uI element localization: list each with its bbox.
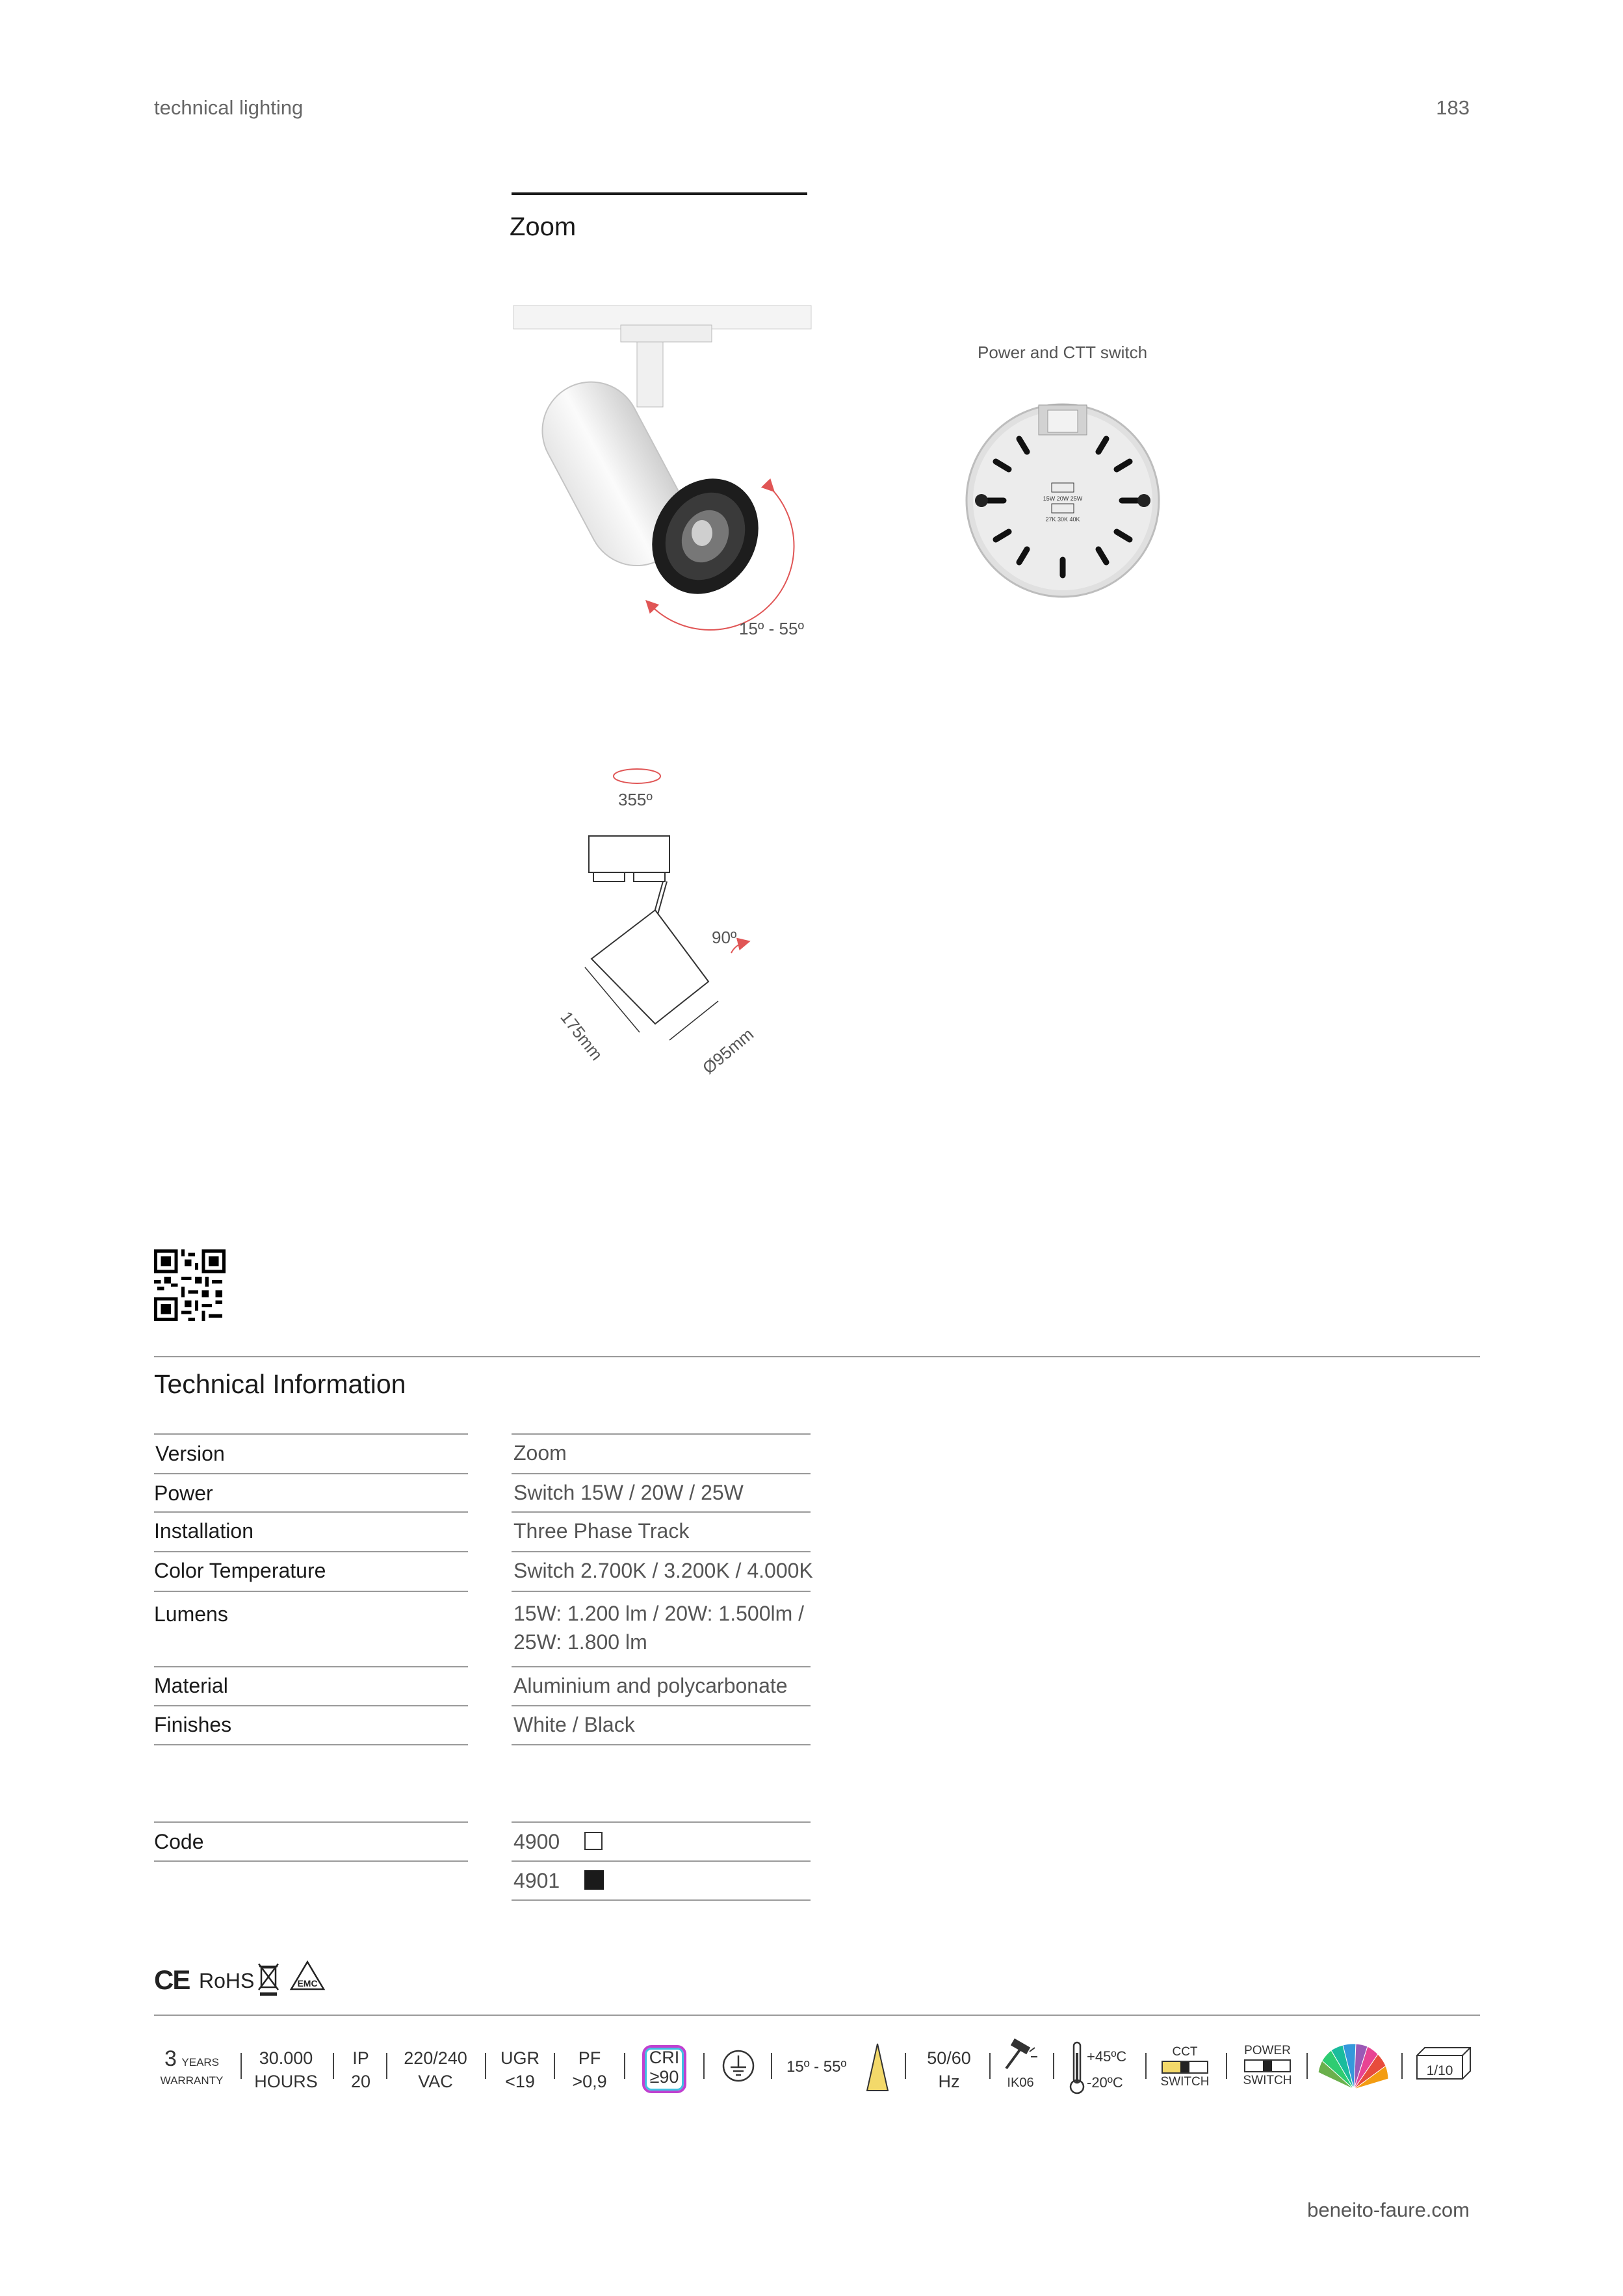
emc-icon bbox=[290, 1961, 325, 1992]
length-caption: 175mm bbox=[556, 1008, 607, 1064]
product-image bbox=[507, 299, 819, 637]
emc-text: EMC bbox=[297, 1978, 318, 1989]
section-title: technical lighting bbox=[154, 96, 304, 119]
diameter-caption: Ø95mm bbox=[699, 1024, 758, 1078]
separator bbox=[1053, 2053, 1054, 2079]
label-rule bbox=[154, 1591, 468, 1592]
section-divider bbox=[154, 1356, 1480, 1357]
temperature-max: +45ºC bbox=[1087, 2048, 1127, 2065]
label-rule bbox=[154, 1744, 468, 1745]
warranty-icon bbox=[156, 2048, 227, 2088]
value-rule bbox=[512, 1433, 811, 1435]
cri-value: ≥90 bbox=[649, 2067, 679, 2087]
separator bbox=[989, 2053, 991, 2079]
spec-value-lumens: 15W: 1.200 lm / 20W: 1.500lm / bbox=[513, 1602, 805, 1625]
spec-label-finishes: Finishes bbox=[154, 1713, 232, 1736]
value-rule bbox=[512, 1744, 811, 1745]
ugr-value: <19 bbox=[505, 2072, 535, 2091]
separator bbox=[240, 2053, 242, 2079]
separator bbox=[554, 2053, 555, 2079]
cct-toggle bbox=[1162, 2061, 1208, 2074]
qr-code bbox=[154, 1249, 226, 1321]
separator bbox=[1306, 2053, 1308, 2079]
icon-strip-rule bbox=[154, 2015, 1480, 2016]
power-switch-icon bbox=[1235, 2044, 1300, 2088]
spec-label-material: Material bbox=[154, 1674, 228, 1697]
ce-mark: CE bbox=[154, 1964, 190, 1995]
cct-switch-sub: SWITCH bbox=[1160, 2075, 1210, 2089]
separator bbox=[386, 2053, 387, 2079]
ugr-label: UGR bbox=[500, 2048, 539, 2068]
value-rule bbox=[512, 1511, 811, 1513]
white-finish-swatch bbox=[584, 1832, 603, 1850]
warranty-label: WARRANTY bbox=[160, 2074, 224, 2087]
voltage-value: 220/240 bbox=[404, 2048, 467, 2068]
cri-icon bbox=[642, 2045, 686, 2093]
separator bbox=[485, 2053, 486, 2079]
page-number: 183 bbox=[1436, 96, 1470, 119]
pf-value: >0,9 bbox=[572, 2072, 607, 2091]
pf-label: PF bbox=[578, 2048, 601, 2068]
color-rendering-fan-icon bbox=[1318, 2041, 1390, 2093]
temperature-range bbox=[1087, 2045, 1132, 2094]
label-rule bbox=[154, 1666, 468, 1667]
frequency-value: 50/60 bbox=[927, 2048, 971, 2068]
cct-switch-label: CCT bbox=[1172, 2045, 1198, 2059]
cct-switch-icon bbox=[1156, 2045, 1214, 2089]
black-finish-swatch bbox=[584, 1870, 604, 1890]
tilt-caption: 90º bbox=[712, 928, 737, 947]
power-switch-label: POWER bbox=[1244, 2044, 1291, 2057]
label-rule bbox=[154, 1821, 468, 1823]
ip-value: 20 bbox=[350, 2072, 371, 2091]
title-rule bbox=[512, 192, 807, 195]
spec-label-color-temperature: Color Temperature bbox=[154, 1559, 326, 1582]
rotation-caption: 355º bbox=[618, 790, 653, 809]
spec-label-lumens: Lumens bbox=[154, 1602, 228, 1626]
power-toggle bbox=[1244, 2059, 1291, 2072]
separator bbox=[771, 2053, 772, 2079]
website-link[interactable]: beneito-faure.com bbox=[1307, 2198, 1470, 2221]
value-rule bbox=[512, 1551, 811, 1552]
power-switch-sub: SWITCH bbox=[1243, 2074, 1292, 2087]
spec-label-installation: Installation bbox=[154, 1519, 253, 1543]
value-rule bbox=[512, 1899, 811, 1901]
value-rule bbox=[512, 1860, 811, 1862]
switch-caption: Power and CTT switch bbox=[978, 343, 1148, 362]
separator bbox=[905, 2053, 906, 2079]
packaging-units: 1/10 bbox=[1426, 2063, 1453, 2078]
thermometer-icon bbox=[1069, 2040, 1085, 2094]
separator bbox=[333, 2053, 334, 2079]
cct-switch-label: 27K 30K 40K bbox=[1045, 516, 1080, 523]
label-rule bbox=[154, 1705, 468, 1706]
separator bbox=[1401, 2053, 1403, 2079]
lifetime-hours: 30.000 bbox=[259, 2048, 313, 2068]
spec-value-version: Zoom bbox=[513, 1441, 567, 1465]
product-title: Zoom bbox=[510, 213, 577, 241]
weee-bin-icon bbox=[256, 1960, 281, 1996]
spec-label-power: Power bbox=[154, 1481, 213, 1505]
spec-value-power: Switch 15W / 20W / 25W bbox=[513, 1481, 744, 1504]
value-rule bbox=[512, 1705, 811, 1706]
value-rule bbox=[512, 1591, 811, 1592]
spec-value-color-temperature: Switch 2.700K / 3.200K / 4.000K bbox=[513, 1559, 813, 1582]
label-rule bbox=[154, 1551, 468, 1552]
separator bbox=[1226, 2053, 1227, 2079]
rohs-mark: RoHS bbox=[199, 1969, 255, 1992]
power-switch-label: 15W 20W 25W bbox=[1043, 495, 1083, 502]
value-rule bbox=[512, 1473, 811, 1474]
label-rule bbox=[154, 1473, 468, 1474]
voltage-icon bbox=[393, 2046, 478, 2093]
label-rule bbox=[154, 1511, 468, 1513]
lifetime-unit: HOURS bbox=[254, 2072, 318, 2091]
code-4901: 4901 bbox=[513, 1869, 560, 1892]
ip-label: IP bbox=[352, 2048, 369, 2068]
ip-rating-icon bbox=[341, 2046, 380, 2093]
spec-value-material: Aluminium and polycarbonate bbox=[513, 1674, 788, 1697]
earth-ground-icon bbox=[721, 2049, 755, 2083]
frequency-icon bbox=[913, 2046, 985, 2093]
spec-value-finishes: White / Black bbox=[513, 1713, 635, 1736]
beam-angle-label: 15º - 55º bbox=[786, 2058, 847, 2076]
temperature-min: -20ºC bbox=[1087, 2074, 1123, 2091]
zoom-angle-caption: 15º - 55º bbox=[739, 619, 804, 638]
tech-info-title: Technical Information bbox=[154, 1369, 406, 1399]
switch-diagram bbox=[962, 400, 1163, 601]
separator bbox=[624, 2053, 625, 2079]
separator bbox=[703, 2053, 705, 2079]
beam-angle-icon bbox=[864, 2042, 890, 2092]
value-rule bbox=[512, 1666, 811, 1667]
hammer-icon bbox=[1001, 2040, 1040, 2071]
warranty-unit: YEARS bbox=[181, 2056, 220, 2068]
spec-label-version: Version bbox=[155, 1442, 225, 1465]
lifetime-icon bbox=[250, 2046, 322, 2093]
value-rule bbox=[512, 1821, 811, 1823]
frequency-unit: Hz bbox=[938, 2072, 960, 2091]
label-rule bbox=[154, 1860, 468, 1862]
code-4900: 4900 bbox=[513, 1830, 560, 1853]
cri-label: CRI bbox=[649, 2048, 680, 2067]
ugr-icon bbox=[491, 2046, 549, 2093]
spec-value-installation: Three Phase Track bbox=[513, 1519, 690, 1543]
warranty-years: 3 bbox=[164, 2046, 177, 2071]
separator bbox=[1145, 2053, 1147, 2079]
code-label: Code bbox=[154, 1830, 204, 1853]
label-rule bbox=[154, 1433, 468, 1435]
power-factor-icon bbox=[560, 2046, 619, 2093]
spec-value-lumens-line2: 25W: 1.800 lm bbox=[513, 1630, 647, 1654]
ik-rating: IK06 bbox=[1007, 2076, 1034, 2090]
voltage-unit: VAC bbox=[418, 2072, 453, 2091]
